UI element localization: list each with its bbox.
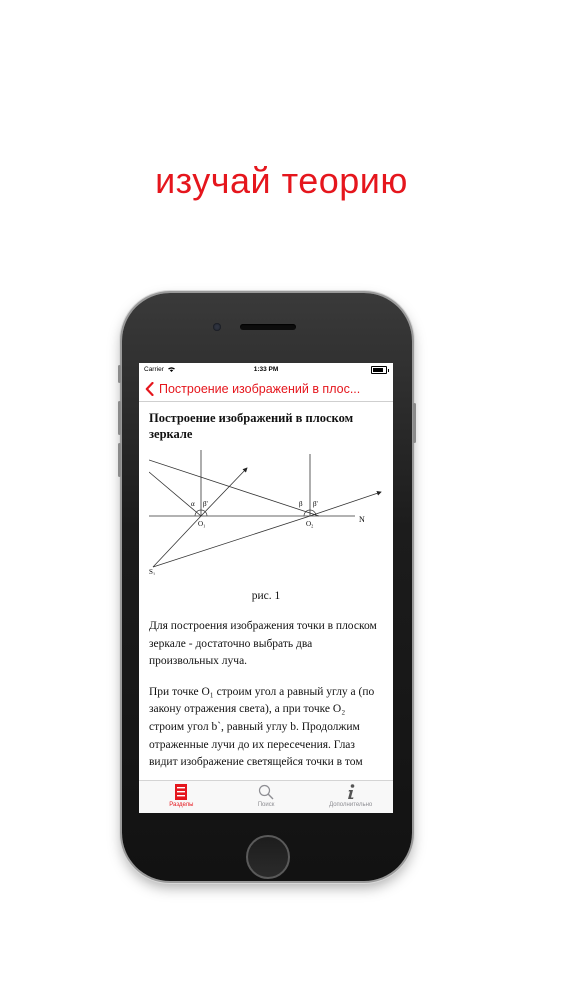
tab-search-label: Поиск — [257, 802, 275, 808]
reflected-ray-1 — [201, 468, 247, 516]
volume-up-button — [118, 401, 121, 435]
label-alpha: α — [191, 500, 195, 508]
tab-search[interactable] — [224, 781, 309, 813]
label-n: N — [359, 515, 365, 524]
tab-sections[interactable] — [139, 781, 224, 813]
status-bar — [139, 363, 393, 376]
figure-caption: рис. 1 — [251, 590, 281, 602]
earpiece-speaker — [240, 324, 296, 330]
label-o1: O₁ — [198, 520, 206, 528]
power-button — [413, 403, 416, 443]
label-beta-prime-2: β' — [313, 500, 318, 508]
tab-more-label: Дополнительно — [329, 802, 373, 808]
info-icon — [346, 784, 356, 800]
paragraph: При точке O₁ строим угол а равный углу а (по закону отражения света), а при точке O₂ строим угол b`, равный углу b. Продолжим отраженные лучи до их пересечения. Глаз видит изображение светящейся точки в том — [149, 685, 375, 769]
paragraph: Для построения изображения точки в плоском зеркале - достаточно выбрать два произвольных луча. — [149, 620, 377, 668]
phone-screen — [139, 363, 393, 813]
label-o2: O₂ — [306, 520, 314, 528]
phone-frame — [122, 293, 412, 881]
search-icon — [258, 784, 274, 800]
volume-down-button — [118, 443, 121, 477]
nav-title: Построение изображений в плос... — [159, 381, 361, 396]
label-beta: β — [299, 500, 303, 508]
carrier-text: Carrier — [144, 366, 164, 373]
status-time: 1:33 PM — [253, 366, 279, 373]
label-s1: S₁ — [149, 568, 156, 575]
mirror-diagram — [149, 450, 383, 575]
front-camera — [213, 323, 221, 331]
article-heading: Построение изображений в плоском зеркале — [149, 411, 354, 441]
upper-ray — [149, 460, 319, 516]
tab-sections-label: Разделы — [169, 802, 194, 808]
mute-switch — [118, 365, 121, 383]
sections-icon — [175, 784, 187, 800]
tab-more[interactable] — [308, 781, 393, 813]
chevron-left-icon — [145, 382, 154, 396]
back-button[interactable] — [139, 376, 159, 401]
label-beta-prime-1: β' — [203, 500, 208, 508]
battery-icon — [371, 366, 387, 374]
home-button[interactable] — [246, 835, 290, 879]
reflected-ray-2 — [310, 492, 381, 516]
tab-bar — [139, 780, 393, 813]
promo-title: изучай теорию — [155, 160, 408, 201]
upper-ray-2 — [149, 472, 201, 516]
article-content — [139, 402, 393, 772]
navigation-bar — [139, 376, 393, 402]
